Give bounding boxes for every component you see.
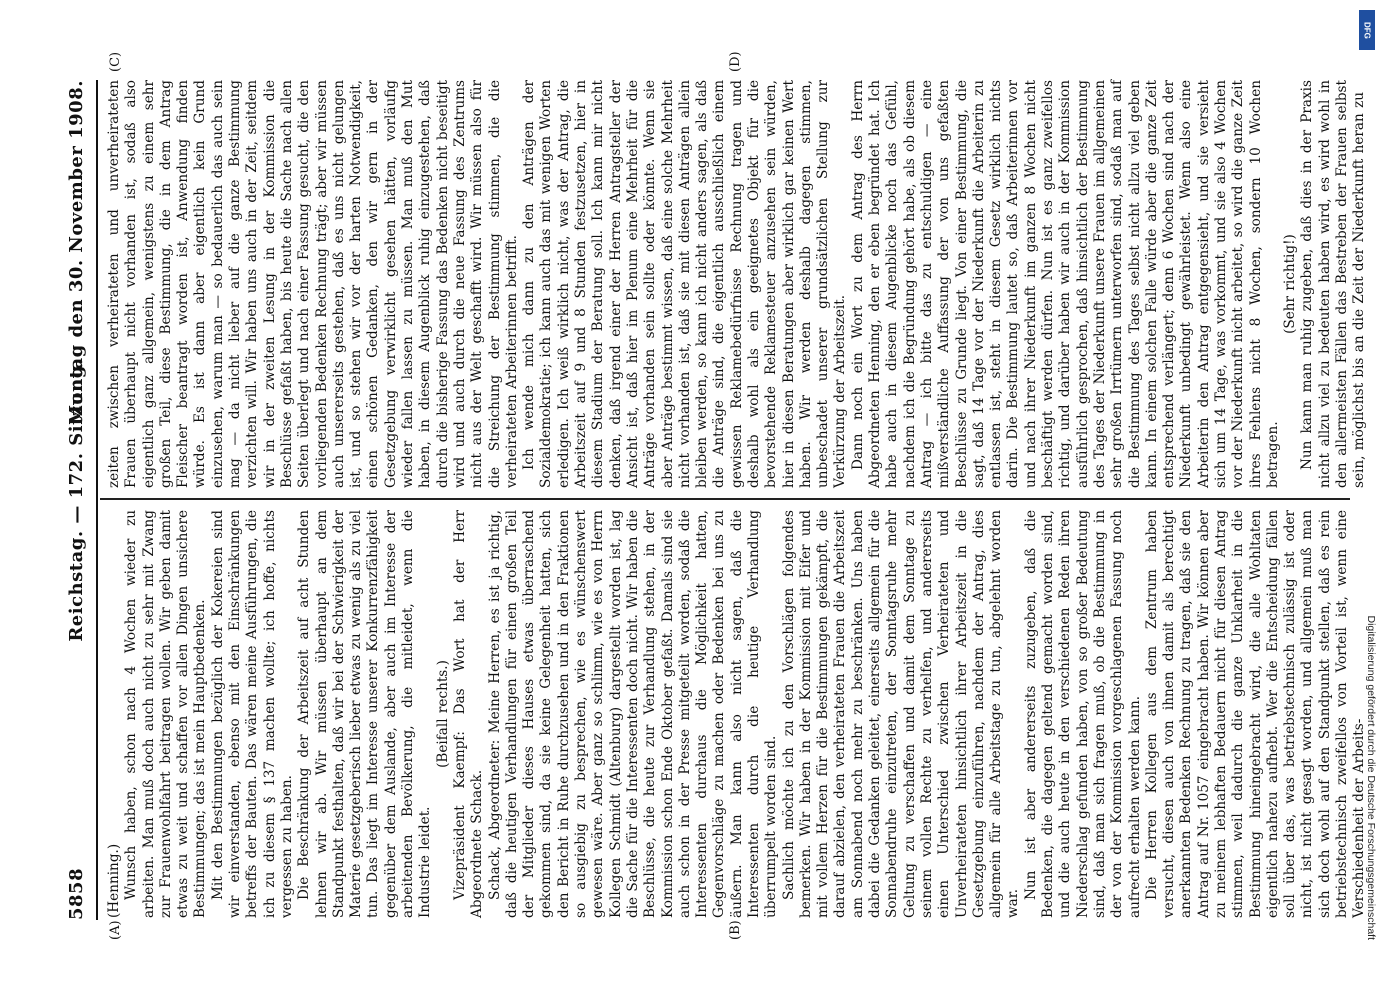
paragraph: Die Herren Kollegen aus dem Zentrum haben versucht, diesen auch von ihnen damit als berechtigt anerkannten Bedenken Rechnung zu tragen, daß sie den Antrag auf Nr. 1057 eingebracht haben. Wir können aber zu meinem lebhaften Bedauern nicht für diesen Antrag stimmen, weil dadurch die ganze Unklarheit in die Bestimmung hineingebracht wird, die alle Wohltaten eigentlich nahezu aufhebt. Wer die Entscheidung fällen soll über das, was betriebstechnisch zulässig ist oder nicht, ist nicht gesagt worden, und allgemein muß man sich doch wohl auf den Standpunkt stellen, daß es rein betriebstechnisch zweifellos von Vorteil ist, wenn eine Verschiedenheit der Arbeits- [1143,510,1368,918]
session-title: Reichstag. — 172. Sitzung. [66,358,87,642]
page-header [62,80,94,920]
page-number: 5858 [66,867,87,920]
left-column [106,510,1368,918]
session-date: Montag den 30. November 1908. [66,80,87,425]
margin-mark-c: (C) [108,51,123,72]
interjection-note: (Sehr richtig!) [1282,234,1299,334]
paragraph: Wunsch haben, schon nach 4 Wochen wieder zu arbeiten. Man muß doch auch nicht zu sehr mit Zwang zur Frauenwohlfahrt beitragen wollen. Wir geben damit etwas zu weit und schaffen vor allen Dingen unsichere Bestimmungen; das ist mein Hauptbedenken. [123,510,209,918]
paragraph: Vizepräsident Kaempf: Das Wort hat der Herr Abgeordnete Schack. [451,510,486,918]
paragraph: Ich wende mich dann zu den Anträgen der Sozialdemokratie; ich kann auch das mit wenigen Worten erledigen. Ich weiß wirklich nicht, was der Antrag, die Arbeitszeit auf 9 und 8 Stunden festzusetzen, hier in diesem Stadium der Beratung soll. Ich kann mir nicht denken, daß irgend einer der Herren Antragsteller der Ansicht ist, daß hier im Plenum eine Mehrheit für die Anträge vorhanden sein sollte oder könnte. Wenn sie aber Anträge bestimmt wissen, daß eine solche Mehrheit nicht vorhanden ist, daß sie mit diesen Anträgen allein bleiben werden, so kann ich nicht anders sagen, als daß die Anträge sind, die eigentlich ausschließlich einem gewissen Reklamebedürfnisse Rechnung tragen und deshalb wohl als ein geeignetes Objekt für die bevorstehende Reklamesteuer anzusehen sein würden, hier in diesen Beratungen aber wirklich gar keinen Wert haben. Wir werden deshalb dagegen stimmen, unbeschadet unserer grundsätzlichen Stellung zur Verkürzung der Arbeitszeit. [521,80,849,488]
right-column [106,80,1368,488]
header-rule [96,80,98,920]
margin-mark-d: (D) [728,51,743,72]
paragraph: Die Beschränkung der Arbeitszeit auf acht Stunden lehnen wir ab. Wir müssen überhaupt an dem Standpunkt festhalten, daß wir bei der Schwierigkeit der Materie gesetzgeberisch lieber etwas zu wenig als zu viel tun. Das liegt im Interesse unserer Konkurrenzfähigkeit gegenüber dem Auslande, aber auch im Interesse der arbeitenden Bevölkerung, die mitleidet, wenn die Industrie leidet. [296,510,434,918]
paragraph: Sachlich möchte ich zu den Vorschlägen folgendes bemerken. Wir haben in der Kommission mit Eifer und mit vollem Herzen für die Bestimmungen gekämpft, die darauf abzielen, den verheirateten Frauen die Arbeitszeit am Sonnabend noch mehr zu beschränken. Uns haben dabei die Gedanken geleitet, einerseits allgemein für die Sonnabendruhe einzutreten, der Sonntagsruhe mehr Geltung zu verschaffen und damit dem Sonntage zu seinem vollen Rechte zu verhelfen, und andererseits einen Unterschied zwischen Verheirateten und Unverheirateten hinsichtlich ihrer Arbeitszeit in die Gesetzgebung einzuführen, nachdem der Antrag, dies allgemein für alle Arbeitstage zu tun, abgelehnt worden war. [780,510,1022,918]
margin-mark-a: (A) [108,920,123,940]
applause-note: (Beifall rechts.) [434,660,451,768]
paragraph: zeiten zwischen verheirateten und unverheirateten Frauen überhaupt nicht vorhanden ist, sodaß also eigentlich ganz allgemein, wenigstens zu einem sehr großen Teil, diese Bestimmung, die in dem Antrag Fleischer beantragt worden ist, Anwendung finden würde. Es ist dann aber eigentlich kein Grund einzusehen, warum man — so bedauerlich das auch sein mag — da nicht lieber auf die ganze Bestimmung verzichten will. Wir haben uns auch in der Zeit, seitdem wir in der zweiten Lesung in der Kommission die Beschlüsse gefaßt haben, bis heute die Sache nach allen Seiten überlegt und nach einer Fassung gesucht, die den vorliegenden Bedenken Rechnung trägt; aber wir müssen auch unsererseits gestehen, daß es uns nicht gelungen ist, und so stehen wir vor der harten Notwendigkeit, einen schönen Gedanken, den wir gern in der Gesetzgebung verwirklicht gesehen hätten, vorläufig wieder fallen lassen zu müssen. Man muß den Mut haben, in diesem Augenblick ruhig einzugestehen, daß durch die bisherige Fassung das Bedenken nicht beseitigt wird und auch durch die neue Fassung des Zentrums nicht aus der Welt geschafft wird. Wir müssen also für die Streichung der Bestimmung stimmen, die die verheirateten Arbeiterinnen betrifft. [106,80,520,488]
digitization-notice: Digitalisierung gefördert durch die Deutsche Forschungsgemeinschaft [1365,615,1377,940]
paragraph: Nun ist aber andererseits zuzugeben, daß die Bedenken, die dagegen geltend gemacht worden sind, und die auch heute in den verschiedenen Reden ihren Niederschlag gefunden haben, von so großer Bedeutung sind, daß man sich fragen muß, ob die Bestimmung in der von der Kommission vorgeschlagenen Fassung noch aufrecht erhalten werden kann. [1022,510,1143,918]
column-divider [100,499,1350,501]
dfg-stamp [1357,10,1377,940]
paragraph: Dann noch ein Wort zu dem Antrag des Herrn Abgeordneten Henning, den er eben begründet hat. Ich habe auch in diesem Augenblicke noch das Gefühl, nachdem ich die Begründung gehört habe, als ob diesem Antrag — ich bitte das zu entschuldigen — eine mißverständliche Auffassung der von uns gefaßten Beschlüsse zu Grunde liegt. Von einer Bestimmung, die sagt, daß 14 Tage vor der Niederkunft die Arbeiterin zu entlassen ist, steht in diesem Gesetz wirklich nichts darin. Die Bestimmung lautet so, daß Arbeiterinnen vor und nach ihrer Niederkunft im ganzen 8 Wochen nicht beschäftigt werden dürfen. Nun ist es ganz zweifellos richtig, und darüber haben wir auch in der Kommission ausführlich gesprochen, daß hinsichtlich der Bestimmung des Tages der Niederkunft unsere Frauen im allgemeinen sehr großen Irrtümern unterworfen sind, sodaß man auf die Bestimmung des Tages selbst nicht allzu viel geben kann. In einem solchen Falle würde aber die ganze Zeit entsprechend verlängert; denn 6 Wochen sind nach der Niederkunft unbedingt gewährleistet. Wenn also eine Arbeiterin den Antrag entgegensieht, und sie versieht sich um 14 Tage, was vorkommt, und sie also 4 Wochen vor der Niederkunft nicht arbeitet, so wird die ganze Zeit ihres Fehlens nicht 8 Wochen, sondern 10 Wochen betragen. [849,80,1281,488]
paragraph: Schack, Abgeordneter: Meine Herren, es ist ja richtig, daß die heutigen Verhandlungen für einen großen Teil der Mitglieder dieses Hauses etwas überraschend gekommen sind, da sie keine Gelegenheit hatten, sich den Bericht in Ruhe durchzusehen und in den Fraktionen so ausgiebig zu besprechen, wie es wünschenswert gewesen wäre. Aber ganz so schlimm, wie es von Herrn Kollegen Schmidt (Altenburg) dargestellt worden ist, lag die Sache für die Interessenten doch nicht. Wir haben die Beschlüsse, die heute zur Verhandlung stehen, in der Kommission schon Ende Oktober gefaßt. Damals sind sie auch schon in der Presse mitgeteilt worden, sodaß die Interessenten durchaus die Möglichkeit hatten, Gegenvorschläge zu machen oder Bedenken bei uns zu äußern. Man kann also nicht sagen, daß die Interessenten durch die heutige Verhandlung überrumpelt worden sind. [486,510,780,918]
paragraph: Mit den Bestimmungen bezüglich der Kokereien sind wir einverstanden, ebenso mit den Einschränkungen betreffs der Bauten. Das wären meine Ausführungen, die ich zu diesem § 137 machen wollte; ich hoffe, nichts vergessen zu haben. [209,510,295,918]
dfg-logo-icon: DFG [1359,10,1375,50]
speaker-continuation: (Henning.) [106,843,122,918]
paragraph: Nun kann man ruhig zugeben, daß dies in der Praxis nicht allzu viel zu bedeuten haben wird, es wird wohl in den allermeisten Fällen das Bestreben der Frauen selbst sein, möglichst bis an die Zeit der Niederkunft heran zu [1299,80,1368,488]
margin-mark-b: (B) [728,920,743,940]
